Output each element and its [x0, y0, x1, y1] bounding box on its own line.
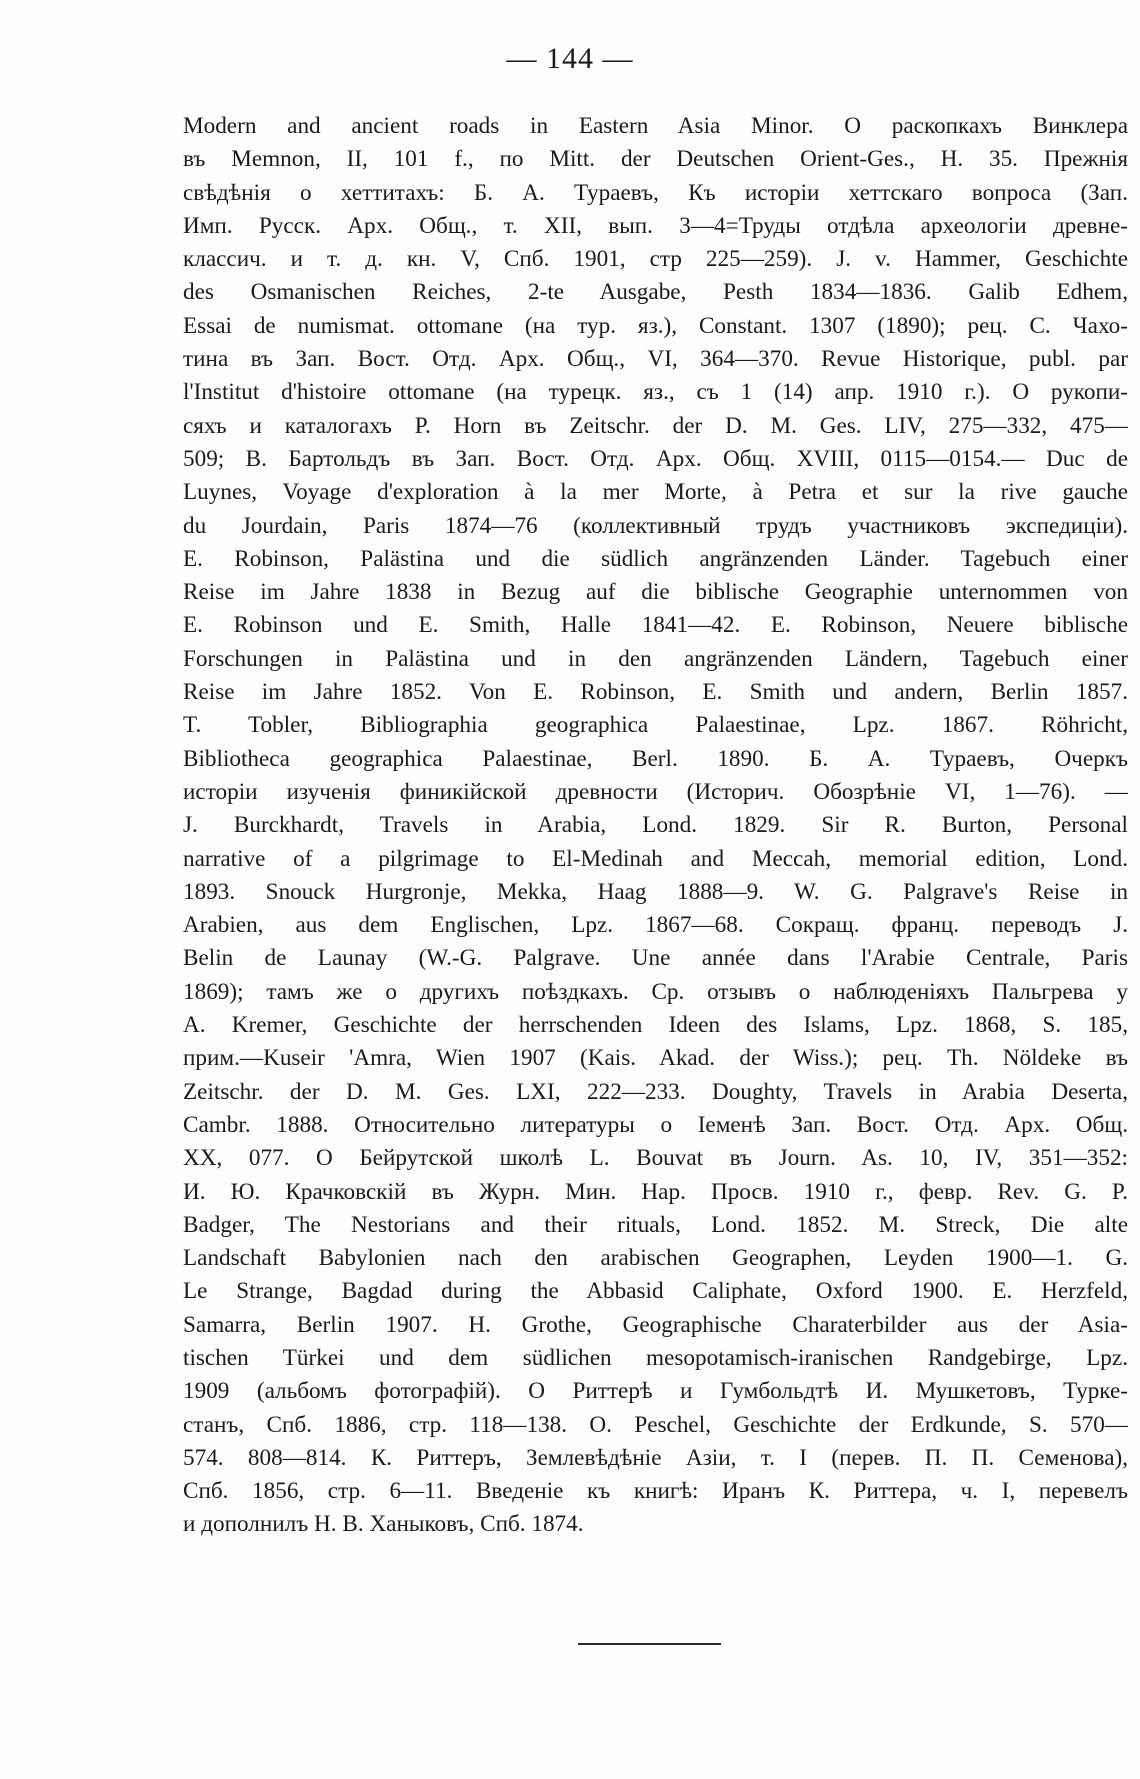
text-line: Landschaft Babylonien nach den arabischen Geographen, Leyden 1900—1. G. [183, 1245, 1128, 1272]
text-line: 509; В. Бартольдъ въ Зап. Вост. Отд. Арх. Общ. XVIII, 0115—0154.— Duc de [183, 445, 1128, 472]
text-line: Спб. 1856, стр. 6—11. Введеніе къ книгѣ: Иранъ К. Риттера, ч. I, перевелъ [183, 1478, 1128, 1505]
text-line: 1869); тамъ же о другихъ поѣздкахъ. Ср. отзывъ о наблюденіяхъ Пальгрева у [183, 978, 1128, 1005]
text-line: Belin de Launay (W.-G. Palgrave. Une année dans l'Arabie Centrale, Paris [183, 945, 1128, 972]
text-line: Zeitschr. der D. M. Ges. LXI, 222—233. Doughty, Travels in Arabia Deserta, [183, 1078, 1128, 1105]
text-line: E. Robinson und E. Smith, Halle 1841—42. E. Robinson, Neuere biblische [183, 612, 1128, 639]
text-line: Essai de numismat. ottomane (на тур. яз.), Constant. 1307 (1890); рец. С. Чахо- [183, 312, 1128, 339]
text-line: Arabien, aus dem Englischen, Lpz. 1867—68. Сокращ. франц. переводъ J. [183, 912, 1128, 939]
text-line: И. Ю. Крачковскій въ Журн. Мин. Нар. Просв. 1910 г., февр. Rev. G. P. [183, 1178, 1128, 1205]
text-line: Bibliotheca geographica Palaestinae, Berl. 1890. Б. А. Тураевъ, Очеркъ [183, 745, 1128, 772]
text-line: XX, 077. О Бейрутской школѣ L. Bouvat въ Journ. As. 10, IV, 351—352: [183, 1145, 1128, 1172]
text-line: Le Strange, Bagdad during the Abbasid Caliphate, Oxford 1900. E. Herzfeld, [183, 1278, 1128, 1305]
text-line: Cambr. 1888. Относительно литературы о Іеменѣ Зап. Вост. Отд. Арх. Общ. [183, 1111, 1128, 1138]
text-line: Имп. Русск. Арх. Общ., т. XII, вып. 3—4=Труды отдѣла археологіи древне- [183, 212, 1128, 239]
text-line: 1909 (альбомъ фотографій). О Риттерѣ и Гумбольдтѣ И. Мушкетовъ, Турке- [183, 1378, 1128, 1405]
text-line: сяхъ и каталогахъ P. Horn въ Zeitschr. der D. M. Ges. LIV, 275—332, 475— [183, 412, 1128, 439]
bibliography-text [183, 110, 1128, 1542]
divider [578, 1643, 721, 1645]
text-line: тина въ Зап. Вост. Отд. Арх. Общ., VI, 364—370. Revue Historique, publ. par [183, 346, 1128, 373]
text-line: 1893. Snouck Hurgronje, Mekka, Haag 1888—9. W. G. Palgrave's Reise in [183, 878, 1128, 905]
text-line: Badger, The Nestorians and their rituals, Lond. 1852. M. Streck, Die alte [183, 1211, 1128, 1238]
text-line: исторіи изученія финикійской древности (Историч. Обозрѣніе VI, 1—76). — [183, 778, 1128, 805]
text-line: прим.—Kuseir 'Amra, Wien 1907 (Kais. Akad. der Wiss.); рец. Th. Nöldeke въ [183, 1045, 1128, 1072]
text-line: Modern and ancient roads in Eastern Asia Minor. О раскопкахъ Винклера [183, 113, 1128, 139]
text-line: E. Robinson, Palästina und die südlich angränzenden Länder. Tagebuch einer [183, 545, 1128, 572]
text-line: l'Institut d'histoire ottomane (на турецк. яз., съ 1 (14) апр. 1910 г.). О рукопи- [183, 379, 1128, 406]
text-line: J. Burckhardt, Travels in Arabia, Lond. 1829. Sir R. Burton, Personal [183, 812, 1128, 839]
text-line: T. Tobler, Bibliographia geographica Palaestinae, Lpz. 1867. Röhricht, [183, 712, 1128, 739]
text-line: du Jourdain, Paris 1874—76 (коллективный трудъ участниковъ экспедиціи). [183, 512, 1128, 539]
text-line: A. Kremer, Geschichte der herrschenden Ideen des Islams, Lpz. 1868, S. 185, [183, 1012, 1128, 1039]
text-line: tischen Türkei und dem südlichen mesopotamisch-iranischen Randgebirge, Lpz. [183, 1344, 1128, 1371]
text-line: и дополнилъ Н. В. Ханыковъ, Спб. 1874. [183, 1511, 584, 1538]
text-line: 574. 808—814. К. Риттеръ, Землевѣдѣніе Азіи, т. I (перев. П. П. Семенова), [183, 1444, 1128, 1471]
text-line: Reise im Jahre 1852. Von E. Robinson, E. Smith und andern, Berlin 1857. [183, 679, 1128, 706]
page-number: — 144 — [506, 42, 634, 75]
text-line: классич. и т. д. кн. V, Спб. 1901, стр 225—259). J. v. Hammer, Geschichte [183, 246, 1128, 273]
text-line: въ Memnon, II, 101 f., по Mitt. der Deutschen Orient-Ges., H. 35. Прежнія [183, 146, 1128, 173]
text-line: Samarra, Berlin 1907. H. Grothe, Geographische Charaterbilder aus der Asia- [183, 1311, 1128, 1338]
text-line: Reise im Jahre 1838 in Bezug auf die biblische Geographie unternommen von [183, 579, 1128, 606]
text-line: станъ, Спб. 1886, стр. 118—138. O. Peschel, Geschichte der Erdkunde, S. 570— [183, 1411, 1128, 1438]
text-line: narrative of a pilgrimage to El-Medinah and Meccah, memorial edition, Lond. [183, 845, 1128, 872]
text-line: des Osmanischen Reiches, 2-te Ausgabe, Pesth 1834—1836. Galib Edhem, [183, 279, 1128, 306]
text-line: свѣдѣнія о хеттитахъ: Б. А. Тураевъ, Къ исторіи хеттскаго вопроса (Зап. [183, 179, 1128, 206]
text-line: Forschungen in Palästina und in den angränzenden Ländern, Tagebuch einer [183, 645, 1128, 672]
text-line: Luynes, Voyage d'exploration à la mer Morte, à Petra et sur la rive gauche [183, 479, 1128, 506]
